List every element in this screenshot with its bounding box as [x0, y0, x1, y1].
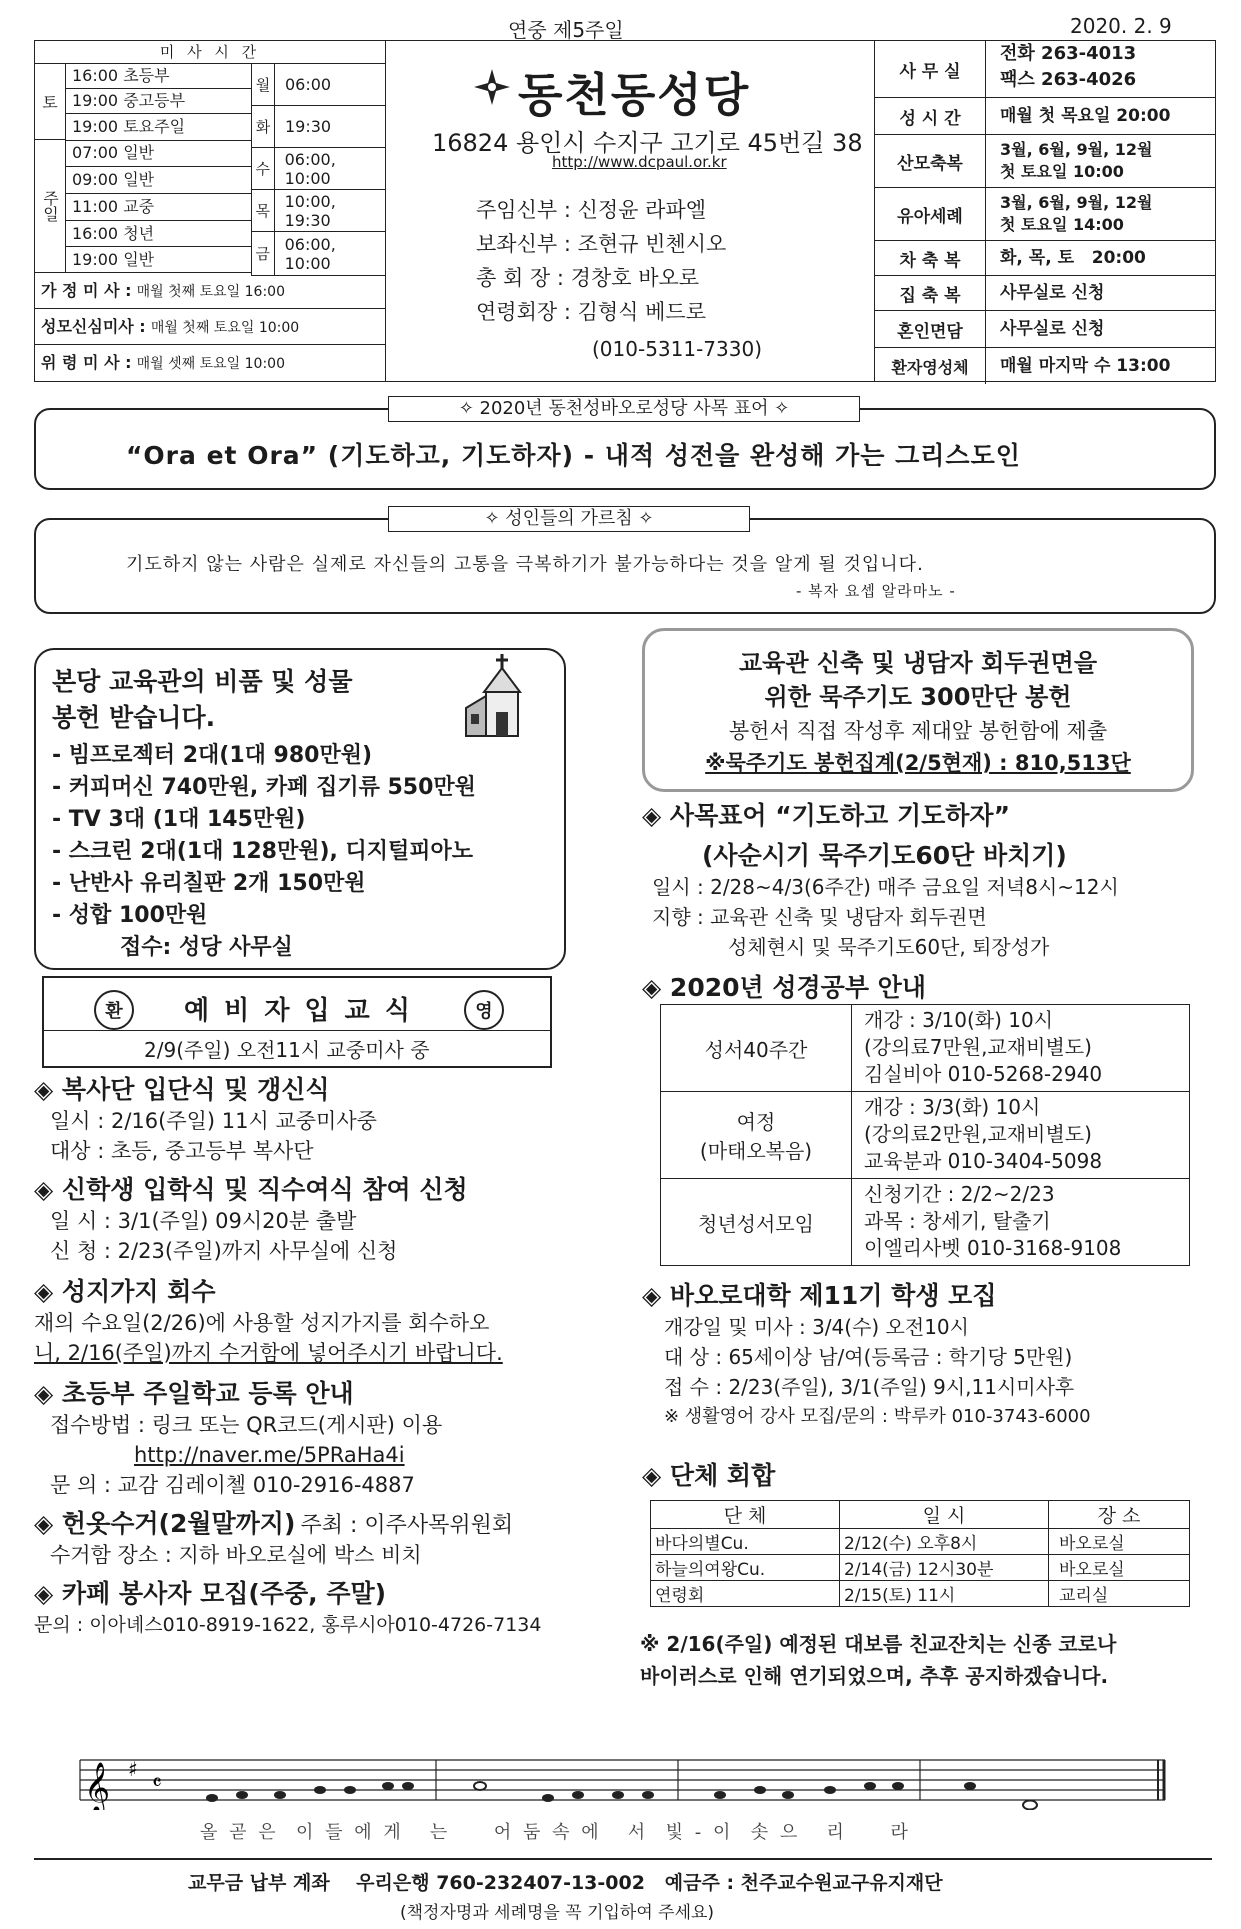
- parish-address: 16824 용인시 수지구 고기로 45번길 38: [432, 129, 863, 157]
- saturday-time: 19:00 토요주일: [66, 114, 251, 141]
- rosary-title: 위한 묵주기도 300만단 봉헌: [764, 683, 1072, 711]
- cross-icon: [472, 67, 512, 107]
- footer-note: (책정자명과 세례명을 꼭 기입하여 주세요): [400, 1903, 715, 1923]
- bible-detail-line: 과목 : 창세기, 탈출기: [864, 1209, 1051, 1233]
- staff-role: 보좌신부 :: [476, 232, 571, 256]
- special-mass-name: 성모신심미사 :: [41, 317, 146, 336]
- special-mass-time: 매월 첫째 토요일 16:00: [136, 284, 285, 300]
- svg-text:♯: ♯: [128, 1757, 138, 1781]
- svg-text:𝄴: 𝄴: [152, 1771, 162, 1796]
- college-section: [642, 1276, 1212, 1432]
- saturday-time: 16:00 초등부: [66, 64, 251, 89]
- donation-item: - TV 3대 (1대 145만원): [52, 807, 306, 832]
- donation-items: [52, 740, 476, 964]
- special-masses: [35, 273, 385, 380]
- bulletin-date: 2020. 2. 9: [1070, 14, 1172, 38]
- notice-line: 니, 2/16(주일)까지 수거함에 넣어주시기 바랍니다.: [34, 1341, 503, 1365]
- bible-course-detail: [852, 1005, 1102, 1091]
- office-label: 성 시 간: [875, 98, 986, 134]
- saints-title: ✧ 성인들의 가르침 ✧: [388, 506, 750, 532]
- bible-course-name: 성서40주간: [661, 1005, 852, 1091]
- pastoral-section: [642, 796, 1202, 962]
- notice-title: ◈ 복사단 입단식 및 갱신식: [34, 1075, 330, 1104]
- catechumen-detail: 2/9(주일) 오전11시 교중미사 중: [144, 1038, 430, 1062]
- pastoral-line: 일시 : 2/28~4/3(6주간) 매주 금요일 저녁8시~12시: [652, 875, 1119, 899]
- sunday-label: 주일: [35, 140, 66, 273]
- weekday-label: 월: [252, 64, 275, 105]
- rosary-line: 봉헌서 직접 작성후 제대앞 봉헌함에 제출: [728, 719, 1108, 743]
- notice-line: 일 시 : 3/1(주일) 09시20분 출발: [50, 1209, 357, 1233]
- parish-name: 동천동성당: [518, 68, 751, 122]
- footer-account: 교무금 납부 계좌 우리은행 760-232407-13-002 예금주 : 천주교수원교구유지재단: [188, 1872, 943, 1894]
- notice-title: ◈ 성지가지 회수: [34, 1277, 216, 1306]
- mass-schedule-title: 미 사 시 간: [35, 41, 385, 64]
- notice-title: ◈ 신학생 입학식 및 직수여식 참여 신청: [34, 1175, 468, 1204]
- table-row: [651, 1555, 1190, 1581]
- special-mass-name: 위 령 미 사 :: [41, 353, 132, 372]
- bible-detail-line: (강의료7만원,교재비별도): [864, 1035, 1092, 1059]
- saints-box: [34, 508, 1216, 614]
- office-value: 전화 263-4013 팩스 263-4026: [1000, 43, 1137, 90]
- special-mass-time: 매월 셋째 토요일 10:00: [136, 356, 285, 372]
- bible-course-name: 청년성서모임: [661, 1179, 852, 1265]
- notice-title: ◈ 헌옷수거(2월말까지): [34, 1509, 296, 1538]
- parish-website-link[interactable]: http://www.dcpaul.or.kr: [552, 153, 727, 171]
- notice-line: 재의 수요일(2/26)에 사용할 성지가지를 회수하오: [34, 1311, 490, 1335]
- bible-study-title: ◈ 2020년 성경공부 안내: [642, 973, 926, 1002]
- parish-staff: [476, 193, 726, 329]
- pastoral-subtitle: (사순시기 묵주기도60단 바치기): [702, 841, 1067, 870]
- meetings-header: 일 시: [840, 1501, 1049, 1529]
- staff-name: 조현규 빈첸시오: [577, 232, 727, 256]
- notice-title: ◈ 초등부 주일학교 등록 안내: [34, 1379, 354, 1408]
- sunday-time: 19:00 일반: [66, 247, 251, 273]
- bible-detail-line: 이엘리사벳 010-3168-9108: [864, 1236, 1122, 1260]
- special-mass-name: 가 정 미 사 :: [41, 281, 132, 300]
- notice-line: 수거함 장소 : 지하 바오로실에 박스 비치: [50, 1543, 422, 1567]
- staff-role: 연령회장 :: [476, 300, 571, 324]
- notice-title: ◈ 카페 봉사자 모집(주중, 주말): [34, 1579, 387, 1608]
- rosary-tally: ※묵주기도 봉헌집계(2/5현재) : 810,513단: [705, 751, 1131, 775]
- church-icon: [456, 652, 546, 742]
- weekday-time: 06:00, 10:00: [284, 234, 336, 273]
- notice-title-suffix: 주최 : 이주사목위원회: [300, 1513, 514, 1538]
- office-value: 3월, 6월, 9월, 12월 첫 토요일 10:00: [1000, 140, 1153, 181]
- weekday-time: 19:30: [285, 117, 332, 136]
- donation-item: - 난반사 유리칠판 2개 150만원: [52, 871, 366, 896]
- office-value: 화, 목, 토 20:00: [1000, 248, 1146, 268]
- meetings-header: 단 체: [651, 1501, 840, 1529]
- meeting-place: 교리실: [1049, 1581, 1190, 1607]
- office-value: 사무실로 신청: [1000, 283, 1105, 303]
- saturday-label: 토: [35, 64, 66, 140]
- notice-line: 문의 : 이아녜스010-8919-1622, 홍루시아010-4726-7134: [34, 1614, 542, 1636]
- meeting-group: 바다의별Cu.: [651, 1529, 840, 1555]
- meeting-time: 2/15(토) 11시: [840, 1581, 1049, 1607]
- hwan-badge: 환: [94, 990, 134, 1030]
- meetings-section: [642, 1456, 1202, 1492]
- staff-role: 주임신부 :: [476, 198, 571, 222]
- staff-name: 김형식 베드로: [577, 300, 706, 324]
- bible-course-name: 여정 (마태오복음): [661, 1092, 852, 1178]
- bible-detail-line: 김실비아 010-5268-2940: [864, 1062, 1103, 1086]
- college-line: ※ 생활영어 강사 모집/문의 : 박루카 010-3743-6000: [664, 1406, 1091, 1427]
- song-lyrics: 올 곧 은 이 들 에 게 는 어 둠 속 에 서 빛 - 이 솟 으 리 라: [200, 1822, 911, 1843]
- meetings-header: 장 소: [1049, 1501, 1190, 1529]
- registration-link[interactable]: http://naver.me/5PRaHa4i: [134, 1443, 405, 1467]
- sunday-times: [66, 140, 251, 273]
- office-label: 혼인면담: [875, 311, 986, 347]
- office-label: 환자영성체: [875, 348, 986, 384]
- pastoral-title: ◈ 사목표어 “기도하고 기도하자”: [642, 801, 1010, 830]
- sunday-time: 11:00 교중: [66, 194, 251, 221]
- motto-box: [34, 398, 1216, 490]
- catechumen-title: 예 비 자 입 교 식: [184, 996, 413, 1026]
- office-label: 사 무 실: [875, 41, 986, 97]
- rosary-box: [642, 628, 1194, 792]
- donation-receipt: 접수: 성당 사무실: [120, 935, 293, 960]
- meeting-group: 연령회: [651, 1581, 840, 1607]
- donation-item: - 스크린 2대(1대 128만원), 디지털피아노: [52, 839, 474, 864]
- parish-info: [384, 40, 874, 382]
- donation-title: [52, 664, 352, 736]
- staff-role: 총 회 장 :: [476, 266, 564, 290]
- bible-course-detail: [852, 1092, 1102, 1178]
- weekday-time: 06:00: [285, 75, 332, 94]
- college-line: 대 상 : 65세이상 남/여(등록금 : 학기당 5만원): [664, 1345, 1073, 1369]
- meetings-table: [650, 1500, 1190, 1607]
- notice-line: ※ 2/16(주일) 예정된 대보름 친교잔치는 신종 코로나: [640, 1632, 1117, 1656]
- bible-detail-line: 신청기간 : 2/2~2/23: [864, 1182, 1055, 1206]
- sunday-time: 09:00 일반: [66, 167, 251, 194]
- motto-title: ✧ 2020년 동천성바오로성당 사목 표어 ✧: [388, 396, 860, 422]
- table-row: [651, 1529, 1190, 1555]
- notice-line: 신 청 : 2/23(주일)까지 사무실에 신청: [50, 1239, 398, 1263]
- table-row: [651, 1581, 1190, 1607]
- weekday-label: 금: [252, 232, 275, 275]
- office-info: [874, 40, 1216, 382]
- bible-study-table: [660, 1004, 1190, 1266]
- donation-title-line: 본당 교육관의 비품 및 성물: [52, 667, 353, 696]
- catechumen-box: [42, 976, 552, 1068]
- music-staff: [70, 1750, 1170, 1810]
- bible-detail-line: 교육분과 010-3404-5098: [864, 1149, 1103, 1173]
- donation-title-line: 봉헌 받습니다.: [52, 703, 216, 732]
- saints-author: - 복자 요셉 알라마노 -: [796, 582, 956, 600]
- saints-quote: 기도하지 않는 사람은 실제로 자신들의 고통을 극복하기가 불가능하다는 것을 알게 될 것입니다.: [126, 554, 924, 575]
- weekday-label: 수: [252, 148, 275, 189]
- notice-line: 일시 : 2/16(주일) 11시 교중미사중: [50, 1109, 377, 1133]
- pastoral-line: 성체현시 및 묵주기도60단, 퇴장성가: [728, 935, 1050, 959]
- motto-text: “Ora et Ora” (기도하고, 기도하자) - 내적 성전을 완성해 가는 그리스도인: [126, 441, 1021, 470]
- svg-text:𝄞: 𝄞: [84, 1762, 111, 1810]
- college-line: 접 수 : 2/23(주일), 3/1(주일) 9시,11시미사후: [664, 1375, 1075, 1399]
- weekday-time: 06:00, 10:00: [284, 149, 336, 188]
- sunday-time: 07:00 일반: [66, 140, 251, 167]
- weekday-label: 화: [252, 106, 275, 147]
- pastoral-line: 지향 : 교육관 신축 및 냉담자 회두권면: [652, 905, 987, 929]
- bible-detail-line: 개강 : 3/10(화) 10시: [864, 1008, 1054, 1032]
- meeting-time: 2/12(수) 오후8시: [840, 1529, 1049, 1555]
- office-value: 사무실로 신청: [1000, 319, 1105, 339]
- staff-name: 경창호 바오로: [570, 266, 700, 290]
- bible-detail-line: 개강 : 3/3(화) 10시: [864, 1095, 1041, 1119]
- meeting-time: 2/14(금) 12시30분: [840, 1555, 1049, 1581]
- special-mass-time: 매월 첫째 토요일 10:00: [150, 320, 300, 336]
- donation-item: - 커피머신 740만원, 카페 집기류 550만원: [52, 775, 476, 800]
- bible-study-section: [642, 968, 1202, 1004]
- college-title: ◈ 바오로대학 제11기 학생 모집: [642, 1281, 997, 1310]
- rosary-title: 교육관 신축 및 냉담자 회두권면을: [739, 649, 1097, 677]
- donation-item: - 성합 100만원: [52, 903, 208, 928]
- left-notices: [34, 1070, 594, 1640]
- meetings-notice: [640, 1628, 1116, 1692]
- saturday-times: [66, 64, 251, 141]
- office-label: 집 축 복: [875, 276, 986, 310]
- meetings-title: ◈ 단체 회합: [642, 1461, 776, 1490]
- college-line: 개강일 및 미사 : 3/4(수) 오전10시: [664, 1315, 969, 1339]
- mass-schedule: [34, 40, 386, 382]
- donation-box: [34, 648, 566, 970]
- meeting-group: 하늘의여왕Cu.: [651, 1555, 840, 1581]
- office-value: 매월 마지막 수 13:00: [1000, 356, 1171, 376]
- office-value: 매월 첫 목요일 20:00: [1000, 106, 1171, 126]
- office-value: 3월, 6월, 9월, 12월 첫 토요일 14:00: [1000, 193, 1153, 234]
- office-label: 차 축 복: [875, 241, 986, 275]
- meeting-place: 바오로실: [1049, 1555, 1190, 1581]
- notice-line: 대상 : 초등, 중고등부 복사단: [50, 1139, 314, 1163]
- staff-notation-icon: [70, 1750, 1170, 1810]
- sunday-time: 16:00 청년: [66, 221, 251, 247]
- yeong-badge: 영: [464, 990, 504, 1030]
- notice-line: 문 의 : 교감 김레이첼 010-2916-4887: [50, 1473, 415, 1497]
- liturgical-week: 연중 제5주일: [508, 18, 624, 42]
- weekday-label: 목: [252, 190, 275, 231]
- staff-name: 신정윤 라파엘: [577, 198, 706, 222]
- bible-detail-line: (강의료2만원,교재비별도): [864, 1122, 1092, 1146]
- weekday-time: 10:00, 19:30: [284, 191, 336, 230]
- weekday-times: [251, 64, 385, 276]
- donation-item: - 빔프로젝터 2대(1대 980만원): [52, 743, 373, 768]
- notice-line: 접수방법 : 링크 또는 QR코드(게시판) 이용: [50, 1413, 443, 1437]
- notice-line: 바이러스로 인해 연기되었으며, 추후 공지하겠습니다.: [640, 1664, 1109, 1688]
- office-label: 산모축복: [875, 135, 986, 187]
- saturday-time: 19:00 중고등부: [66, 89, 251, 114]
- meeting-place: 바오로실: [1049, 1529, 1190, 1555]
- office-label: 유아세례: [875, 188, 986, 240]
- bible-course-detail: [852, 1179, 1121, 1265]
- parish-phone: (010-5311-7330): [592, 337, 763, 361]
